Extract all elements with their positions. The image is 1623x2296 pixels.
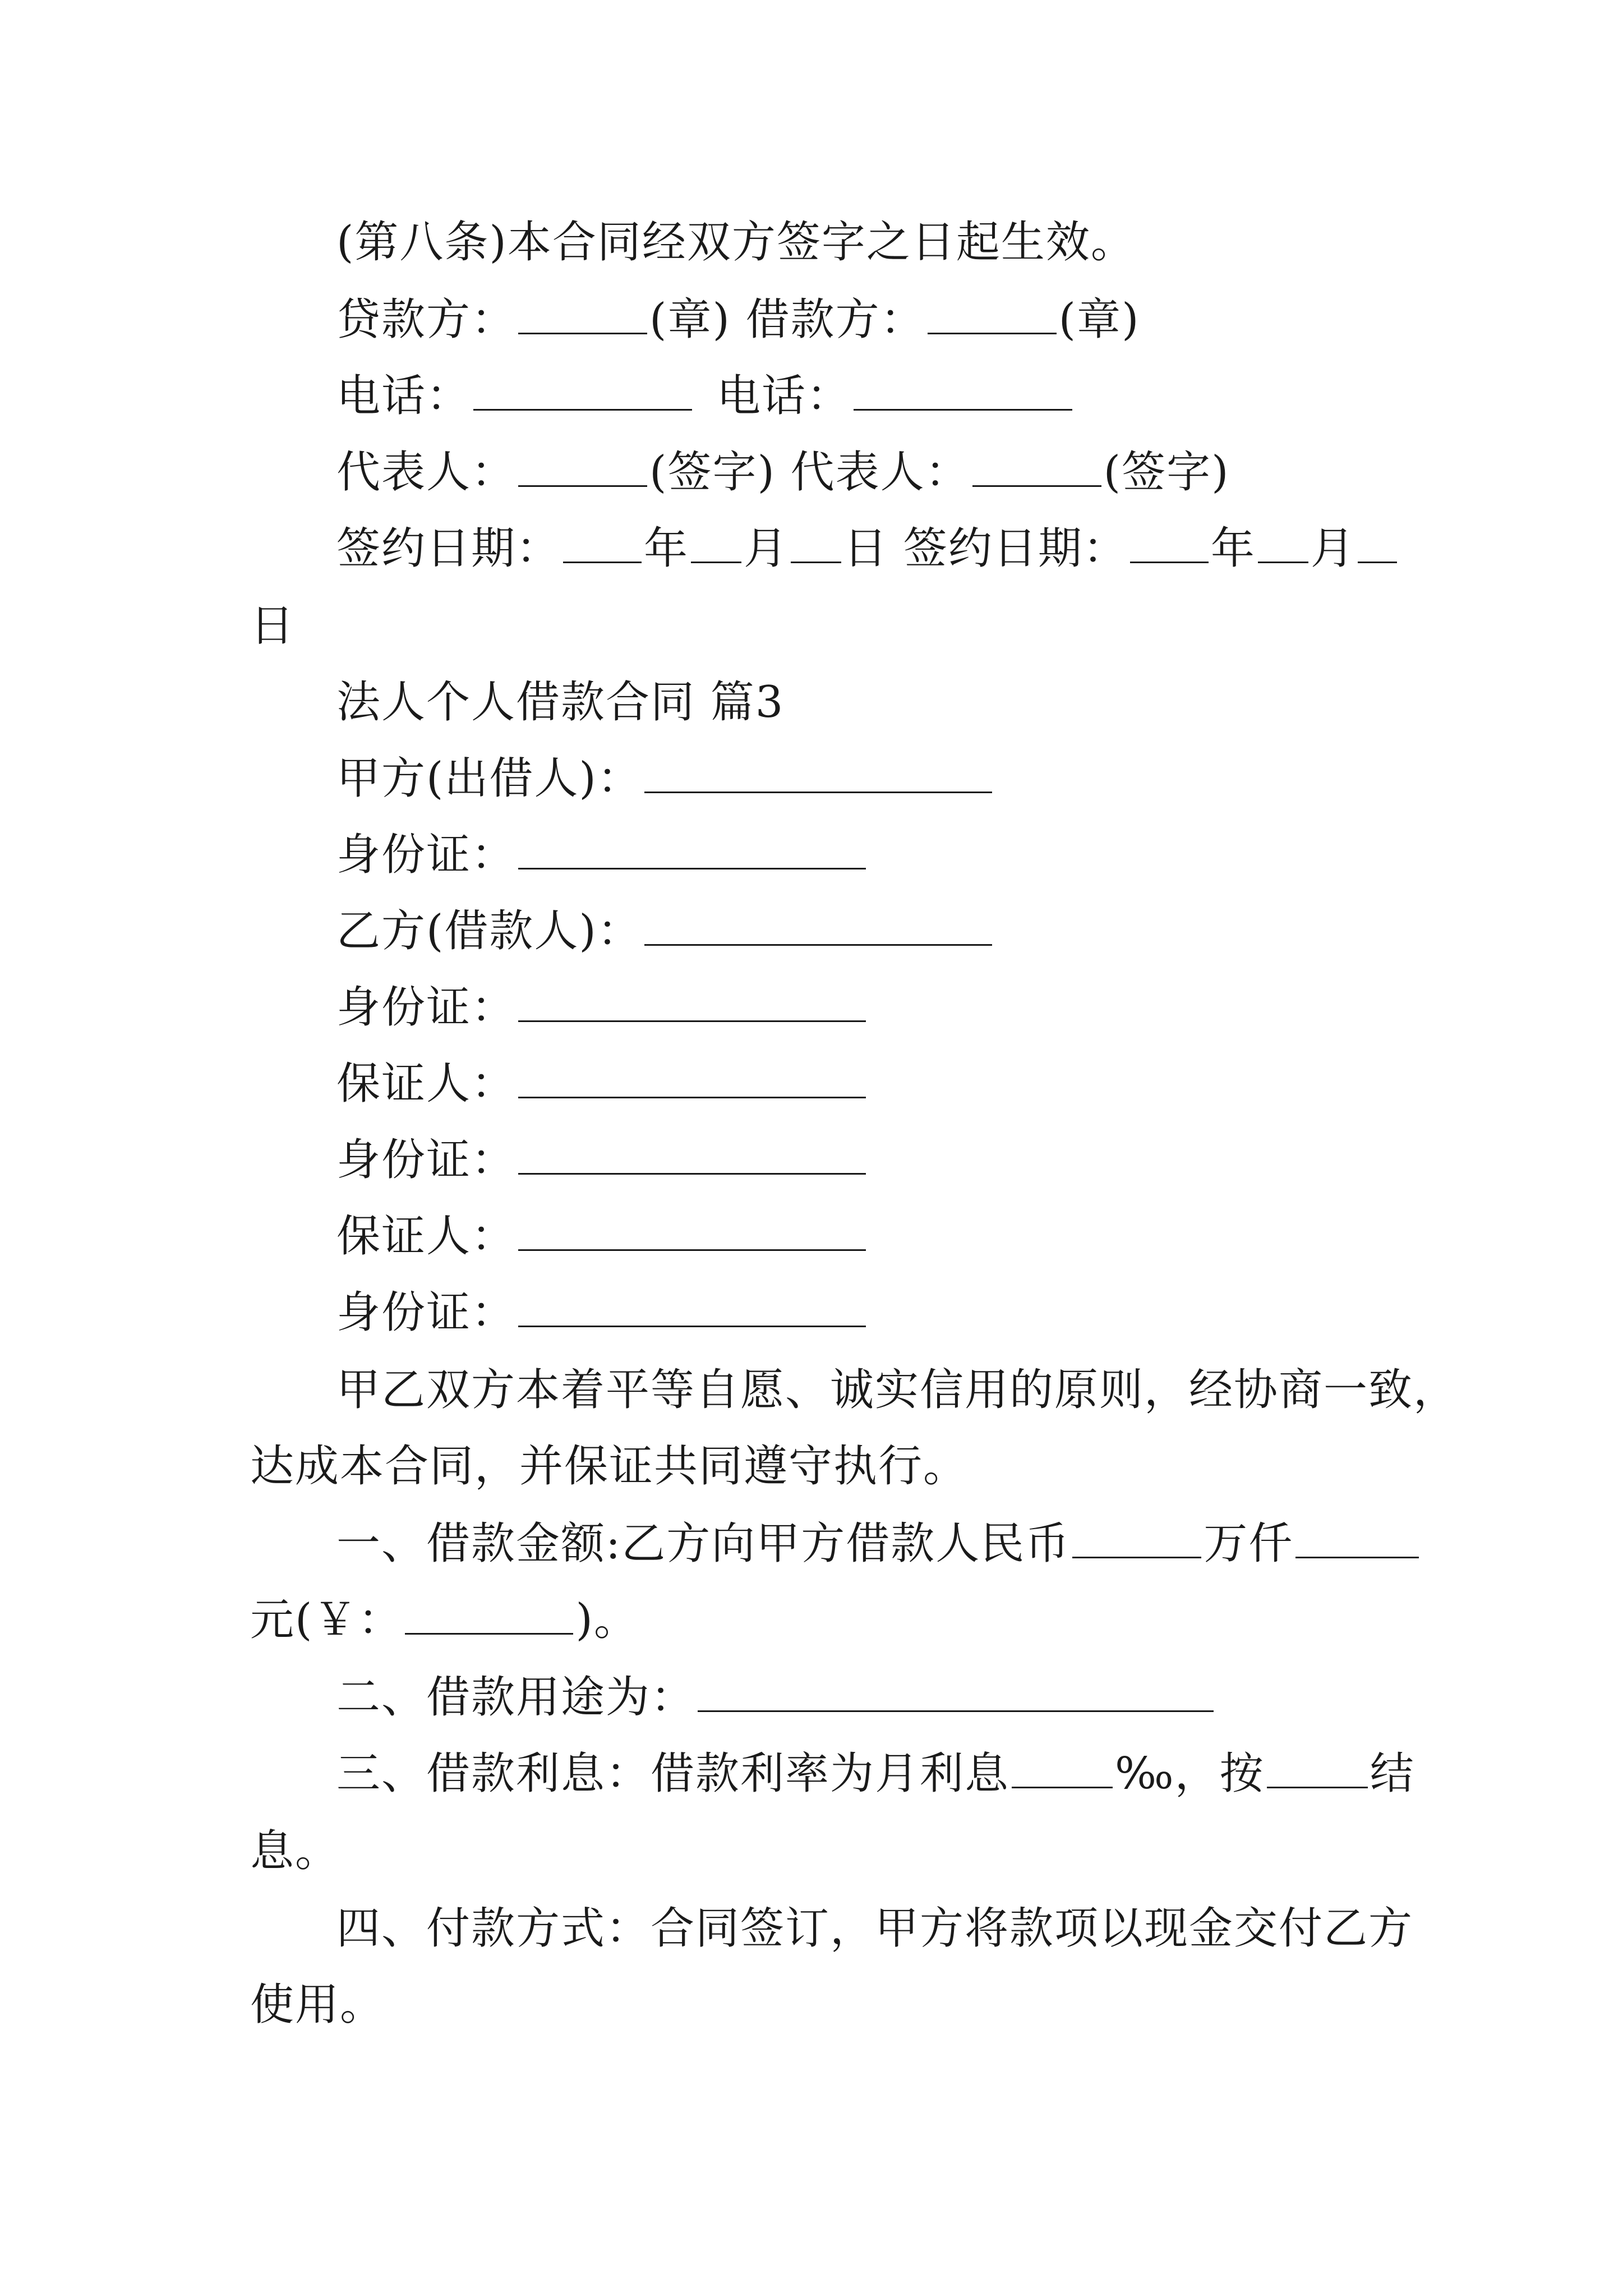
article-8-effective	[336, 214, 1391, 270]
payment-line	[336, 1901, 1414, 1957]
text: 法人个人借款合同 篇3	[336, 677, 785, 728]
id-blank[interactable]	[518, 1286, 866, 1327]
amount-wan-blank[interactable]	[1072, 1517, 1201, 1558]
text: (第八条)本合同经双方签字之日起生效。	[336, 217, 1136, 268]
interest-wrap	[250, 1823, 1389, 1879]
text: 日	[250, 601, 296, 651]
text: 身份证：	[336, 1135, 517, 1185]
sign-date-line	[336, 521, 1391, 577]
loan-amount-wrap	[250, 1592, 1389, 1648]
text: 息。	[250, 1826, 340, 1876]
settle-blank[interactable]	[1267, 1747, 1368, 1788]
text: 甲乙双方本着平等自愿、诚实信用的原则，经协商一致，	[336, 1365, 1459, 1415]
party-b-blank[interactable]	[644, 905, 992, 946]
text: 日 签约日期：	[843, 523, 1128, 574]
guarantor-blank[interactable]	[518, 1057, 866, 1098]
text: 年	[644, 523, 689, 574]
sign-date-wrap	[250, 598, 1389, 654]
text: 三、借款利息：借款利率为月利息	[336, 1749, 1010, 1799]
borrower-rep-blank[interactable]	[972, 446, 1101, 487]
text: 达成本合同，并保证共同遵守执行。	[250, 1441, 969, 1492]
text: 甲方(出借人)：	[336, 753, 642, 804]
day-blank[interactable]	[791, 522, 841, 563]
borrower-phone-blank[interactable]	[854, 370, 1072, 411]
id-line	[336, 827, 1391, 883]
text: 元(￥：	[250, 1595, 403, 1645]
lender-signature-line	[336, 292, 1391, 348]
month-blank-2[interactable]	[1258, 522, 1308, 563]
preamble-line-1	[336, 1362, 1459, 1418]
text: 电话：	[336, 371, 472, 421]
text: 身份证：	[336, 982, 517, 1033]
phone-line	[336, 368, 1391, 424]
amount-qian-blank[interactable]	[1295, 1517, 1419, 1558]
text: 贷款方：	[336, 295, 517, 345]
text: 使用。	[250, 1980, 385, 2030]
guarantor-line	[336, 1208, 1391, 1264]
text: 电话：	[717, 371, 852, 421]
text: 身份证：	[336, 830, 517, 880]
text: (章)	[1058, 295, 1140, 345]
party-a-blank[interactable]	[644, 752, 992, 793]
guarantor-line	[336, 1056, 1391, 1112]
year-blank[interactable]	[563, 522, 642, 563]
interest-rate-blank[interactable]	[1012, 1747, 1113, 1788]
id-line	[336, 979, 1391, 1036]
id-line	[336, 1132, 1391, 1188]
text: 年	[1210, 523, 1256, 574]
text: ‰，按	[1115, 1749, 1265, 1799]
id-blank[interactable]	[518, 981, 866, 1022]
text: 二、借款用途为：	[336, 1672, 696, 1723]
text: 签约日期：	[336, 523, 561, 574]
text: 代表人：	[336, 447, 517, 498]
lender-phone-blank[interactable]	[473, 370, 692, 411]
text: 保证人：	[336, 1211, 517, 1262]
text: 身份证：	[336, 1287, 517, 1338]
interest-line	[336, 1746, 1415, 1802]
party-b-line	[336, 903, 1391, 959]
amount-figure-blank[interactable]	[405, 1594, 573, 1635]
text: 结	[1370, 1749, 1415, 1799]
section-title	[336, 674, 1391, 730]
lender-blank[interactable]	[518, 293, 647, 334]
text: )。	[575, 1595, 639, 1645]
text: (章) 借款方：	[649, 295, 925, 345]
representative-line	[336, 444, 1391, 500]
loan-amount-line	[336, 1516, 1391, 1572]
guarantor-blank[interactable]	[518, 1210, 866, 1251]
lender-rep-blank[interactable]	[518, 446, 647, 487]
text: 四、付款方式：合同签订，甲方将款项以现金交付乙方	[336, 1903, 1414, 1954]
id-blank[interactable]	[518, 1134, 866, 1175]
loan-purpose-line	[336, 1669, 1391, 1726]
day-blank-2[interactable]	[1358, 522, 1397, 563]
payment-wrap	[250, 1977, 1389, 2033]
text: 万仟	[1204, 1519, 1294, 1569]
preamble-line-2	[250, 1438, 1389, 1494]
text: (签字)	[1103, 447, 1230, 498]
text: 保证人：	[336, 1059, 517, 1109]
text: 月	[744, 523, 789, 574]
text: 一、借款金额:乙方向甲方借款人民币	[336, 1519, 1071, 1569]
purpose-blank[interactable]	[698, 1671, 1214, 1712]
party-a-line	[336, 751, 1391, 807]
text: 乙方(借款人)：	[336, 906, 642, 956]
borrower-blank[interactable]	[928, 293, 1057, 334]
text: 月	[1310, 523, 1355, 574]
id-line	[336, 1285, 1391, 1341]
text: (签字) 代表人：	[649, 447, 970, 498]
year-blank-2[interactable]	[1130, 522, 1209, 563]
month-blank[interactable]	[691, 522, 741, 563]
id-blank[interactable]	[518, 829, 866, 869]
